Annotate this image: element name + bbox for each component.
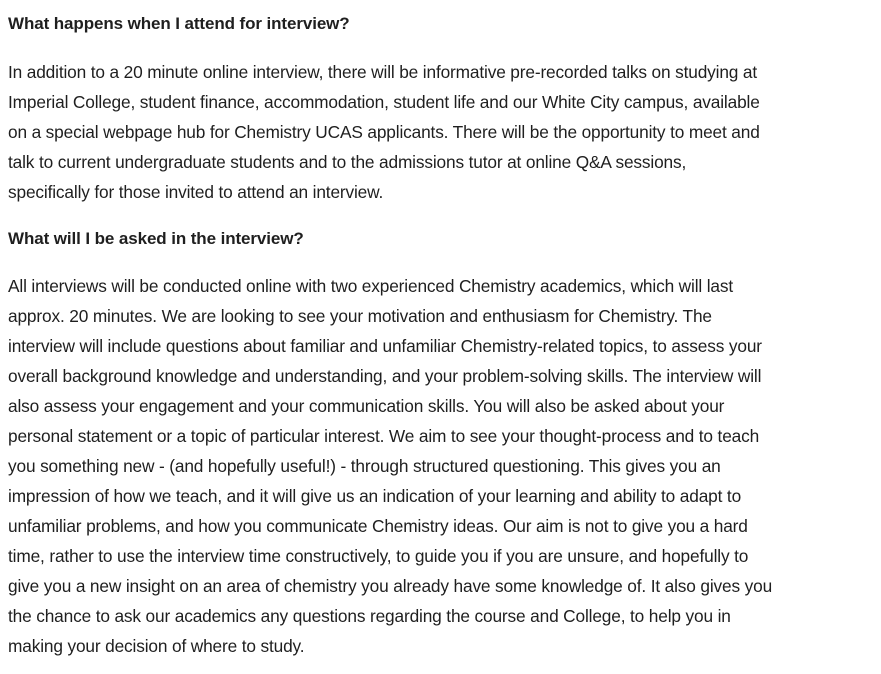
- answer-line: talk to current undergraduate students and to the admissions tutor at online Q&A sessions,: [8, 152, 687, 172]
- answer-line: also assess your engagement and your communication skills. You will also be asked about your: [8, 396, 725, 416]
- answer-line: impression of how we teach, and it will give us an indication of your learning and ability to adapt to: [8, 486, 742, 506]
- answer-line: on a special webpage hub for Chemistry UCAS applicants. There will be the opportunity to meet and: [8, 122, 760, 142]
- answer-line: All interviews will be conducted online with two experienced Chemistry academics, which will last: [8, 276, 734, 296]
- faq-question-interview-content: What will I be asked in the interview?: [8, 229, 304, 248]
- answer-line: overall background knowledge and understanding, and your problem-solving skills. The interview will: [8, 366, 762, 386]
- faq-question-interview-attendance: What happens when I attend for interview?: [8, 14, 350, 33]
- answer-line: give you a new insight on an area of chemistry you already have some knowledge of. It also gives you: [8, 576, 773, 596]
- answer-line: you something new - (and hopefully useful!) - through structured questioning. This gives you an: [8, 456, 721, 476]
- answer-line: Imperial College, student finance, accommodation, student life and our White City campus, available: [8, 92, 760, 112]
- faq-content: [8, 0, 880, 661]
- faq-answer-interview-attendance: [8, 57, 880, 207]
- answer-line: making your decision of where to study.: [8, 636, 305, 656]
- answer-line: the chance to ask our academics any questions regarding the course and College, to help you in: [8, 606, 731, 626]
- faq-answer-interview-content: [8, 271, 880, 661]
- answer-line: approx. 20 minutes. We are looking to see your motivation and enthusiasm for Chemistry. The: [8, 306, 712, 326]
- answer-line: unfamiliar problems, and how you communicate Chemistry ideas. Our aim is not to give you a hard: [8, 516, 748, 536]
- answer-line: specifically for those invited to attend an interview.: [8, 182, 384, 202]
- answer-line: In addition to a 20 minute online interview, there will be informative pre-recorded talks on studying at: [8, 62, 758, 82]
- answer-line: interview will include questions about familiar and unfamiliar Chemistry-related topics, to assess your: [8, 336, 762, 356]
- answer-line: time, rather to use the interview time constructively, to guide you if you are unsure, and hopefully to: [8, 546, 749, 566]
- answer-line: personal statement or a topic of particular interest. We aim to see your thought-process and to teach: [8, 426, 760, 446]
